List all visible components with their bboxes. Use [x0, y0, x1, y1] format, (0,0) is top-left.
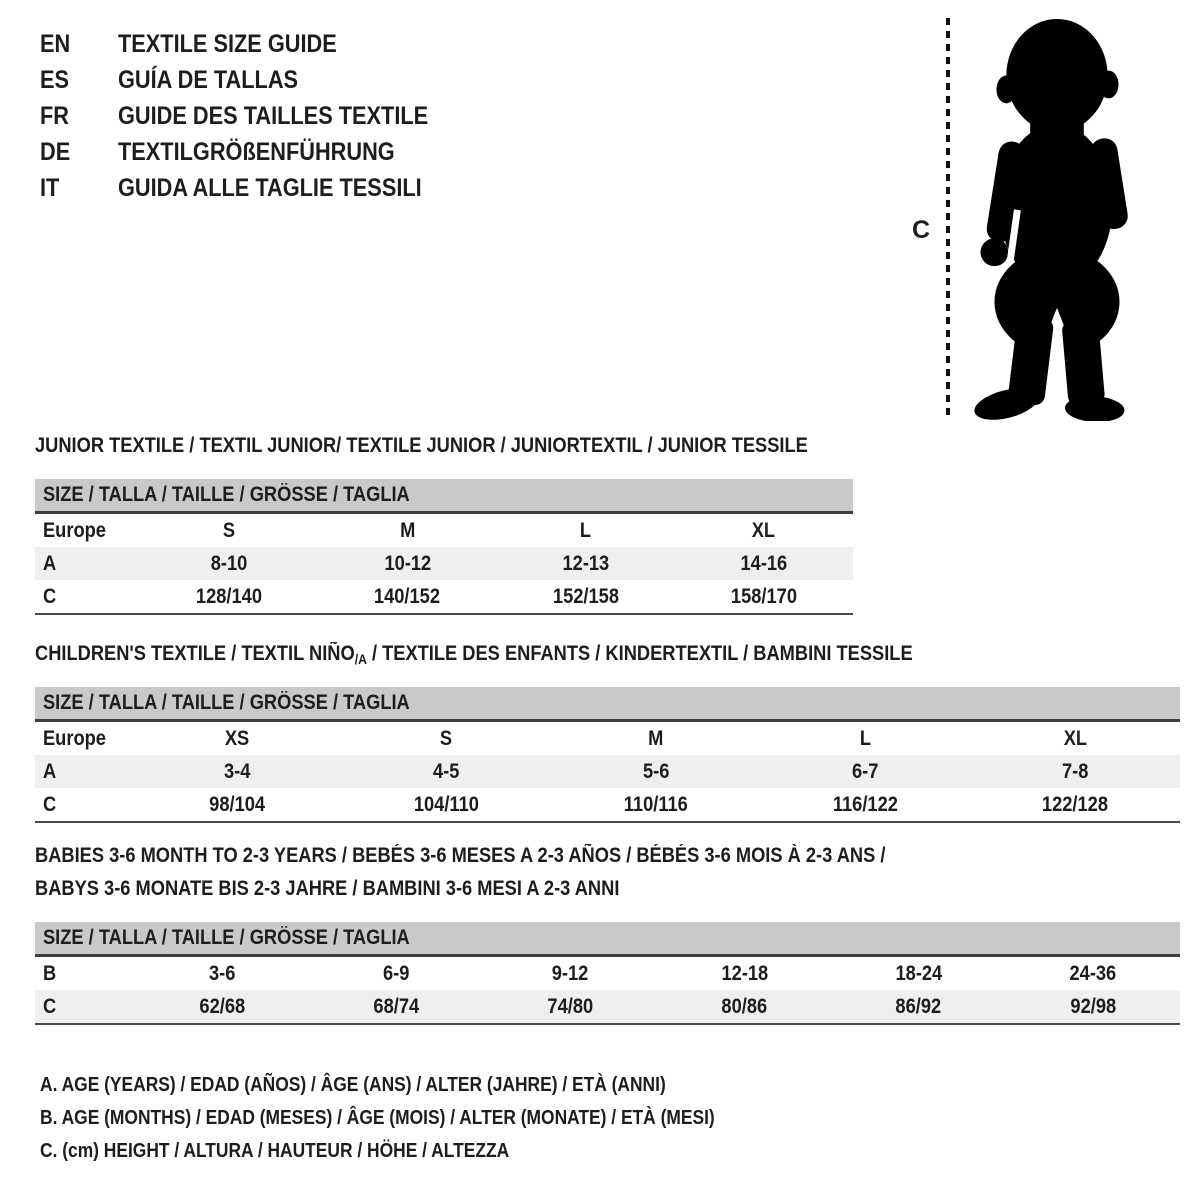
height-cell [832, 990, 1006, 1024]
table-row [35, 547, 853, 580]
row-label: C [43, 584, 57, 608]
table-row [35, 990, 1180, 1024]
row-label-cell [35, 755, 132, 788]
row-label: Europe [43, 726, 106, 750]
height-value: 110/116 [623, 792, 688, 816]
size-header-bar [35, 687, 1180, 721]
table-header-row [35, 687, 1180, 721]
age-value: 5-6 [642, 759, 670, 783]
age-cell [970, 755, 1180, 788]
row-label-cell [35, 580, 140, 614]
age-value: 6-9 [383, 961, 410, 985]
height-cell [1006, 990, 1180, 1024]
language-code: FR [40, 101, 69, 130]
legend-line-c-text: C. (cm) HEIGHT / ALTURA / HAUTEUR / HÖHE / ALTEZZA [40, 1140, 510, 1162]
babies-section-title-line1: BABIES 3-6 MONTH TO 2-3 YEARS / BEBÉS 3-6 MESES A 2-3 AÑOS / BÉBÉS 3-6 MOIS À 2-3 ANS / [35, 844, 886, 867]
size-value: L [580, 518, 592, 542]
height-value: 140/152 [374, 584, 441, 608]
children-section-title-text: CHILDREN'S TEXTILE / TEXTIL $NIÑO_{/A}$ / TEXTILE DES ENFANTS / KINDERTEXTIL / BAMBINI TESSILE [35, 642, 913, 667]
table-row [35, 956, 1180, 991]
table-header-row [35, 479, 853, 513]
babies-size-table [35, 922, 1180, 1025]
list-item [40, 62, 475, 98]
table-row [35, 580, 853, 614]
height-value: 152/158 [552, 584, 619, 608]
age-value: 12-13 [562, 551, 609, 575]
height-value: 80/86 [721, 994, 768, 1018]
row-label-cell [35, 513, 140, 548]
age-value: 4-5 [433, 759, 460, 783]
list-item [40, 26, 475, 62]
size-header-bar [35, 479, 853, 513]
babies-section-title [35, 843, 1013, 902]
age-cell [832, 956, 1006, 991]
row-label-cell [35, 990, 135, 1024]
size-cell [761, 721, 971, 756]
height-cell [135, 990, 309, 1024]
height-value: 116/122 [833, 792, 899, 816]
size-cell [318, 513, 496, 548]
row-label: B [43, 961, 57, 985]
height-cell [318, 580, 496, 614]
list-item [40, 98, 475, 134]
table-row [35, 788, 1180, 822]
size-value: XL [752, 518, 776, 542]
age-value: 3-4 [223, 759, 250, 783]
size-cell [342, 721, 552, 756]
age-cell [761, 755, 971, 788]
guide-title-it: GUIDA ALLE TAGLIE TESSILI [118, 173, 422, 202]
size-cell [497, 513, 675, 548]
babies-section-title-line2: BABYS 3-6 MONATE BIS 2-3 JAHRE / BAMBINI 3-6 MESI A 2-3 ANNI [35, 877, 620, 900]
age-value: 10-12 [384, 551, 431, 575]
size-cell [675, 513, 853, 548]
row-label-cell [35, 788, 132, 822]
table-row [35, 755, 1180, 788]
size-value: M [648, 726, 664, 750]
legend-line-b [40, 1102, 816, 1135]
height-value: 62/68 [199, 994, 245, 1018]
height-cell [140, 580, 318, 614]
age-cell [551, 755, 761, 788]
list-item [40, 134, 475, 170]
age-cell [675, 547, 853, 580]
legend-line-c [40, 1135, 816, 1168]
row-label: Europe [43, 518, 106, 542]
age-value: 6-7 [852, 759, 879, 783]
height-cell [970, 788, 1180, 822]
size-cell [140, 513, 318, 548]
size-header-text: SIZE / TALLA / TAILLE / GRÖSSE / TAGLIA [43, 926, 410, 949]
age-value: 18-24 [895, 961, 943, 985]
age-value: 14-16 [740, 551, 788, 575]
guide-title-en: TEXTILE SIZE GUIDE [118, 29, 337, 58]
guide-title-fr: GUIDE DES TAILLES TEXTILE [118, 101, 429, 130]
children-size-table [35, 687, 1180, 823]
row-label: C [43, 994, 57, 1018]
row-label: C [43, 792, 57, 816]
row-label: A [43, 551, 57, 575]
height-cell [657, 990, 831, 1024]
measure-legend [40, 1069, 816, 1168]
age-value: 3-6 [208, 961, 236, 985]
size-value: L [859, 726, 872, 750]
age-cell [140, 547, 318, 580]
guide-title-es: GUÍA DE TALLAS [118, 65, 299, 94]
height-measure-label: C [912, 216, 931, 244]
junior-size-table [35, 479, 853, 615]
age-value: 24-36 [1069, 961, 1117, 985]
height-value: 86/92 [895, 994, 942, 1018]
size-value: M [399, 518, 415, 542]
age-cell [497, 547, 675, 580]
table-row [35, 721, 1180, 756]
language-code: DE [40, 137, 71, 166]
height-cell [309, 990, 483, 1024]
height-value: 98/104 [208, 792, 265, 816]
age-cell [342, 755, 552, 788]
height-value: 92/98 [1070, 994, 1116, 1018]
age-cell [483, 956, 657, 991]
language-code: EN [40, 29, 71, 58]
age-value: 9-12 [552, 961, 589, 985]
legend-line-b-text: B. AGE (MONTHS) / EDAD (MESES) / ÂGE (MOIS) / ALTER (MONATE) / ETÀ (MESI) [40, 1107, 715, 1129]
guide-title-de: TEXTILGRÖßENFÜHRUNG [118, 137, 395, 166]
row-label-cell [35, 721, 132, 756]
size-cell [132, 721, 342, 756]
age-cell [135, 956, 309, 991]
row-label-cell [35, 547, 140, 580]
size-value: XL [1063, 726, 1087, 750]
size-cell [970, 721, 1180, 756]
row-label: A [43, 759, 57, 783]
size-value: S [440, 726, 453, 750]
language-title-list [40, 26, 475, 206]
height-cell [342, 788, 552, 822]
age-cell [309, 956, 483, 991]
size-cell [551, 721, 761, 756]
height-value: 74/80 [547, 994, 594, 1018]
size-value: XS [224, 726, 249, 750]
language-code: ES [40, 65, 70, 94]
age-cell [1006, 956, 1180, 991]
height-value: 128/140 [196, 584, 263, 608]
age-cell [318, 547, 496, 580]
children-section-title [35, 641, 1044, 672]
height-cell [675, 580, 853, 614]
language-code: IT [40, 173, 60, 202]
height-cell [497, 580, 675, 614]
legend-line-a-text: A. AGE (YEARS) / EDAD (AÑOS) / ÂGE (ANS) / ALTER (JAHRE) / ETÀ (ANNI) [40, 1074, 666, 1096]
age-cell [657, 956, 831, 991]
age-value: 7-8 [1061, 759, 1089, 783]
height-value: 158/170 [730, 584, 797, 608]
height-value: 122/128 [1042, 792, 1109, 816]
age-value: 8-10 [210, 551, 248, 575]
age-cell [132, 755, 342, 788]
height-measure-figure [900, 0, 1200, 430]
table-header-row [35, 922, 1180, 956]
height-cell [132, 788, 342, 822]
junior-section-title-text: JUNIOR TEXTILE / TEXTIL JUNIOR/ TEXTILE JUNIOR / JUNIORTEXTIL / JUNIOR TESSILE [35, 434, 808, 457]
list-item [40, 170, 475, 206]
row-label-cell [35, 956, 135, 991]
height-value: 104/110 [413, 792, 479, 816]
baby-toddler-silhouette-icon [960, 14, 1150, 421]
legend-line-a [40, 1069, 816, 1102]
height-dashed-line [946, 18, 950, 416]
height-cell [551, 788, 761, 822]
size-header-bar [35, 922, 1180, 956]
size-header-text: SIZE / TALLA / TAILLE / GRÖSSE / TAGLIA [43, 483, 410, 506]
table-row [35, 513, 853, 548]
junior-section-title [35, 433, 923, 459]
height-cell [761, 788, 971, 822]
height-value: 68/74 [373, 994, 420, 1018]
size-value: S [223, 518, 236, 542]
age-value: 12-18 [721, 961, 768, 985]
size-header-text: SIZE / TALLA / TAILLE / GRÖSSE / TAGLIA [43, 691, 410, 714]
height-cell [483, 990, 657, 1024]
